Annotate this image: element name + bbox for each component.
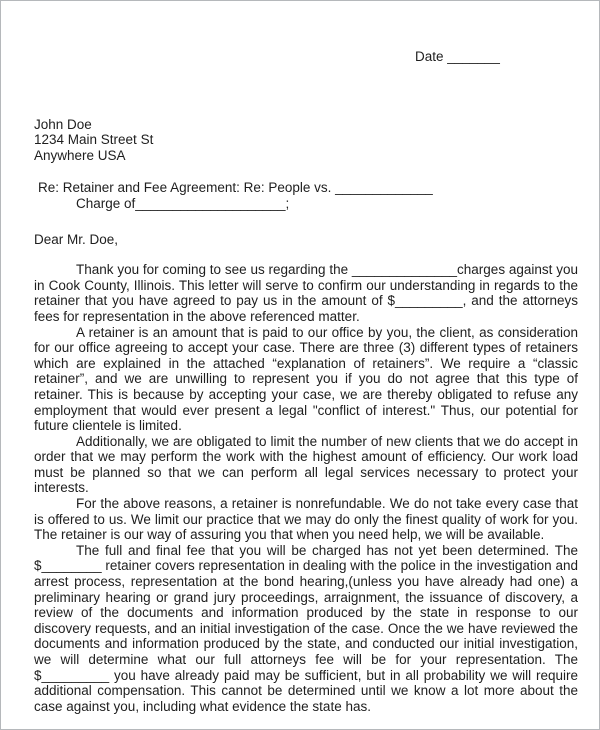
recipient-address-block [34,117,599,164]
subject-line-1: Re: Retainer and Fee Agreement: Re: People vs. _____________ [38,180,433,196]
letter-paragraph: For the above reasons, a retainer is nonrefundable. We do not take every case that is offered to us. We limit our practice that we may do only the finest quality of work for you. The retainer is our way of assuring you that when you need help, we will be available. [34,496,578,543]
letter-paragraph: Thank you for coming to see us regarding the ______________charges against you in Cook County, Illinois. This letter will serve to confirm our understanding in regards to the retainer that you have agreed to pay us in the amount of $_________, and the attorneys fees for representation in the above referenced matter. [34,262,578,324]
letter-paragraph: Additionally, we are obligated to limit the number of new clients that we do accept in order that we may perform the work with the highest amount of efficiency. Our work load must be planned so that we can perform all legal services necessary to protect your interests. [34,433,578,496]
subject-block [38,180,599,211]
recipient-street: 1234 Main Street St [34,132,154,148]
recipient-name: John Doe [34,116,92,132]
letter-paragraph: A retainer is an amount that is paid to our office by you, the client, as consideration for our office agreeing to accept your case. There are three (3) different types of retainers which are explained in the attached “explanation of retainers”. We require a “classic retainer”, and we are unwilling to represent you if you do not agree that this type of retainer. This is because by accepting your case, we are thereby obligated to refuse any employment that would ever present a legal "conflict of interest." Thus, our potential for future clientele is limited. [34,324,578,434]
date-line: Date _______ [415,49,500,64]
letter-body [34,262,578,714]
salutation: Dear Mr. Doe, [34,231,119,247]
subject-line-2: Charge of____________________; [76,195,290,211]
letter-paragraph: The full and final fee that you will be charged has not yet been determined. The $________ retainer covers representation in dealing with the police in the investigation and arrest process, representation at the bond hearing,(unless you have already had one) a preliminary hearing or grand jury proceedings, arraignment, the issuance of discovery, a review of the documents and information produced by the state in response to our discovery requests, and an initial investigation of the case. Once the we have reviewed the documents and information produced by the state, and conducted our initial investigation, we will determine what our full attorneys fee will be for your representation. The $_________ you have already paid may be sufficient, but in all probability we will require additional compensation. This cannot be determined until we know a lot more about the case against you, including what evidence the state has. [34,542,578,714]
recipient-city: Anywhere USA [34,147,126,163]
